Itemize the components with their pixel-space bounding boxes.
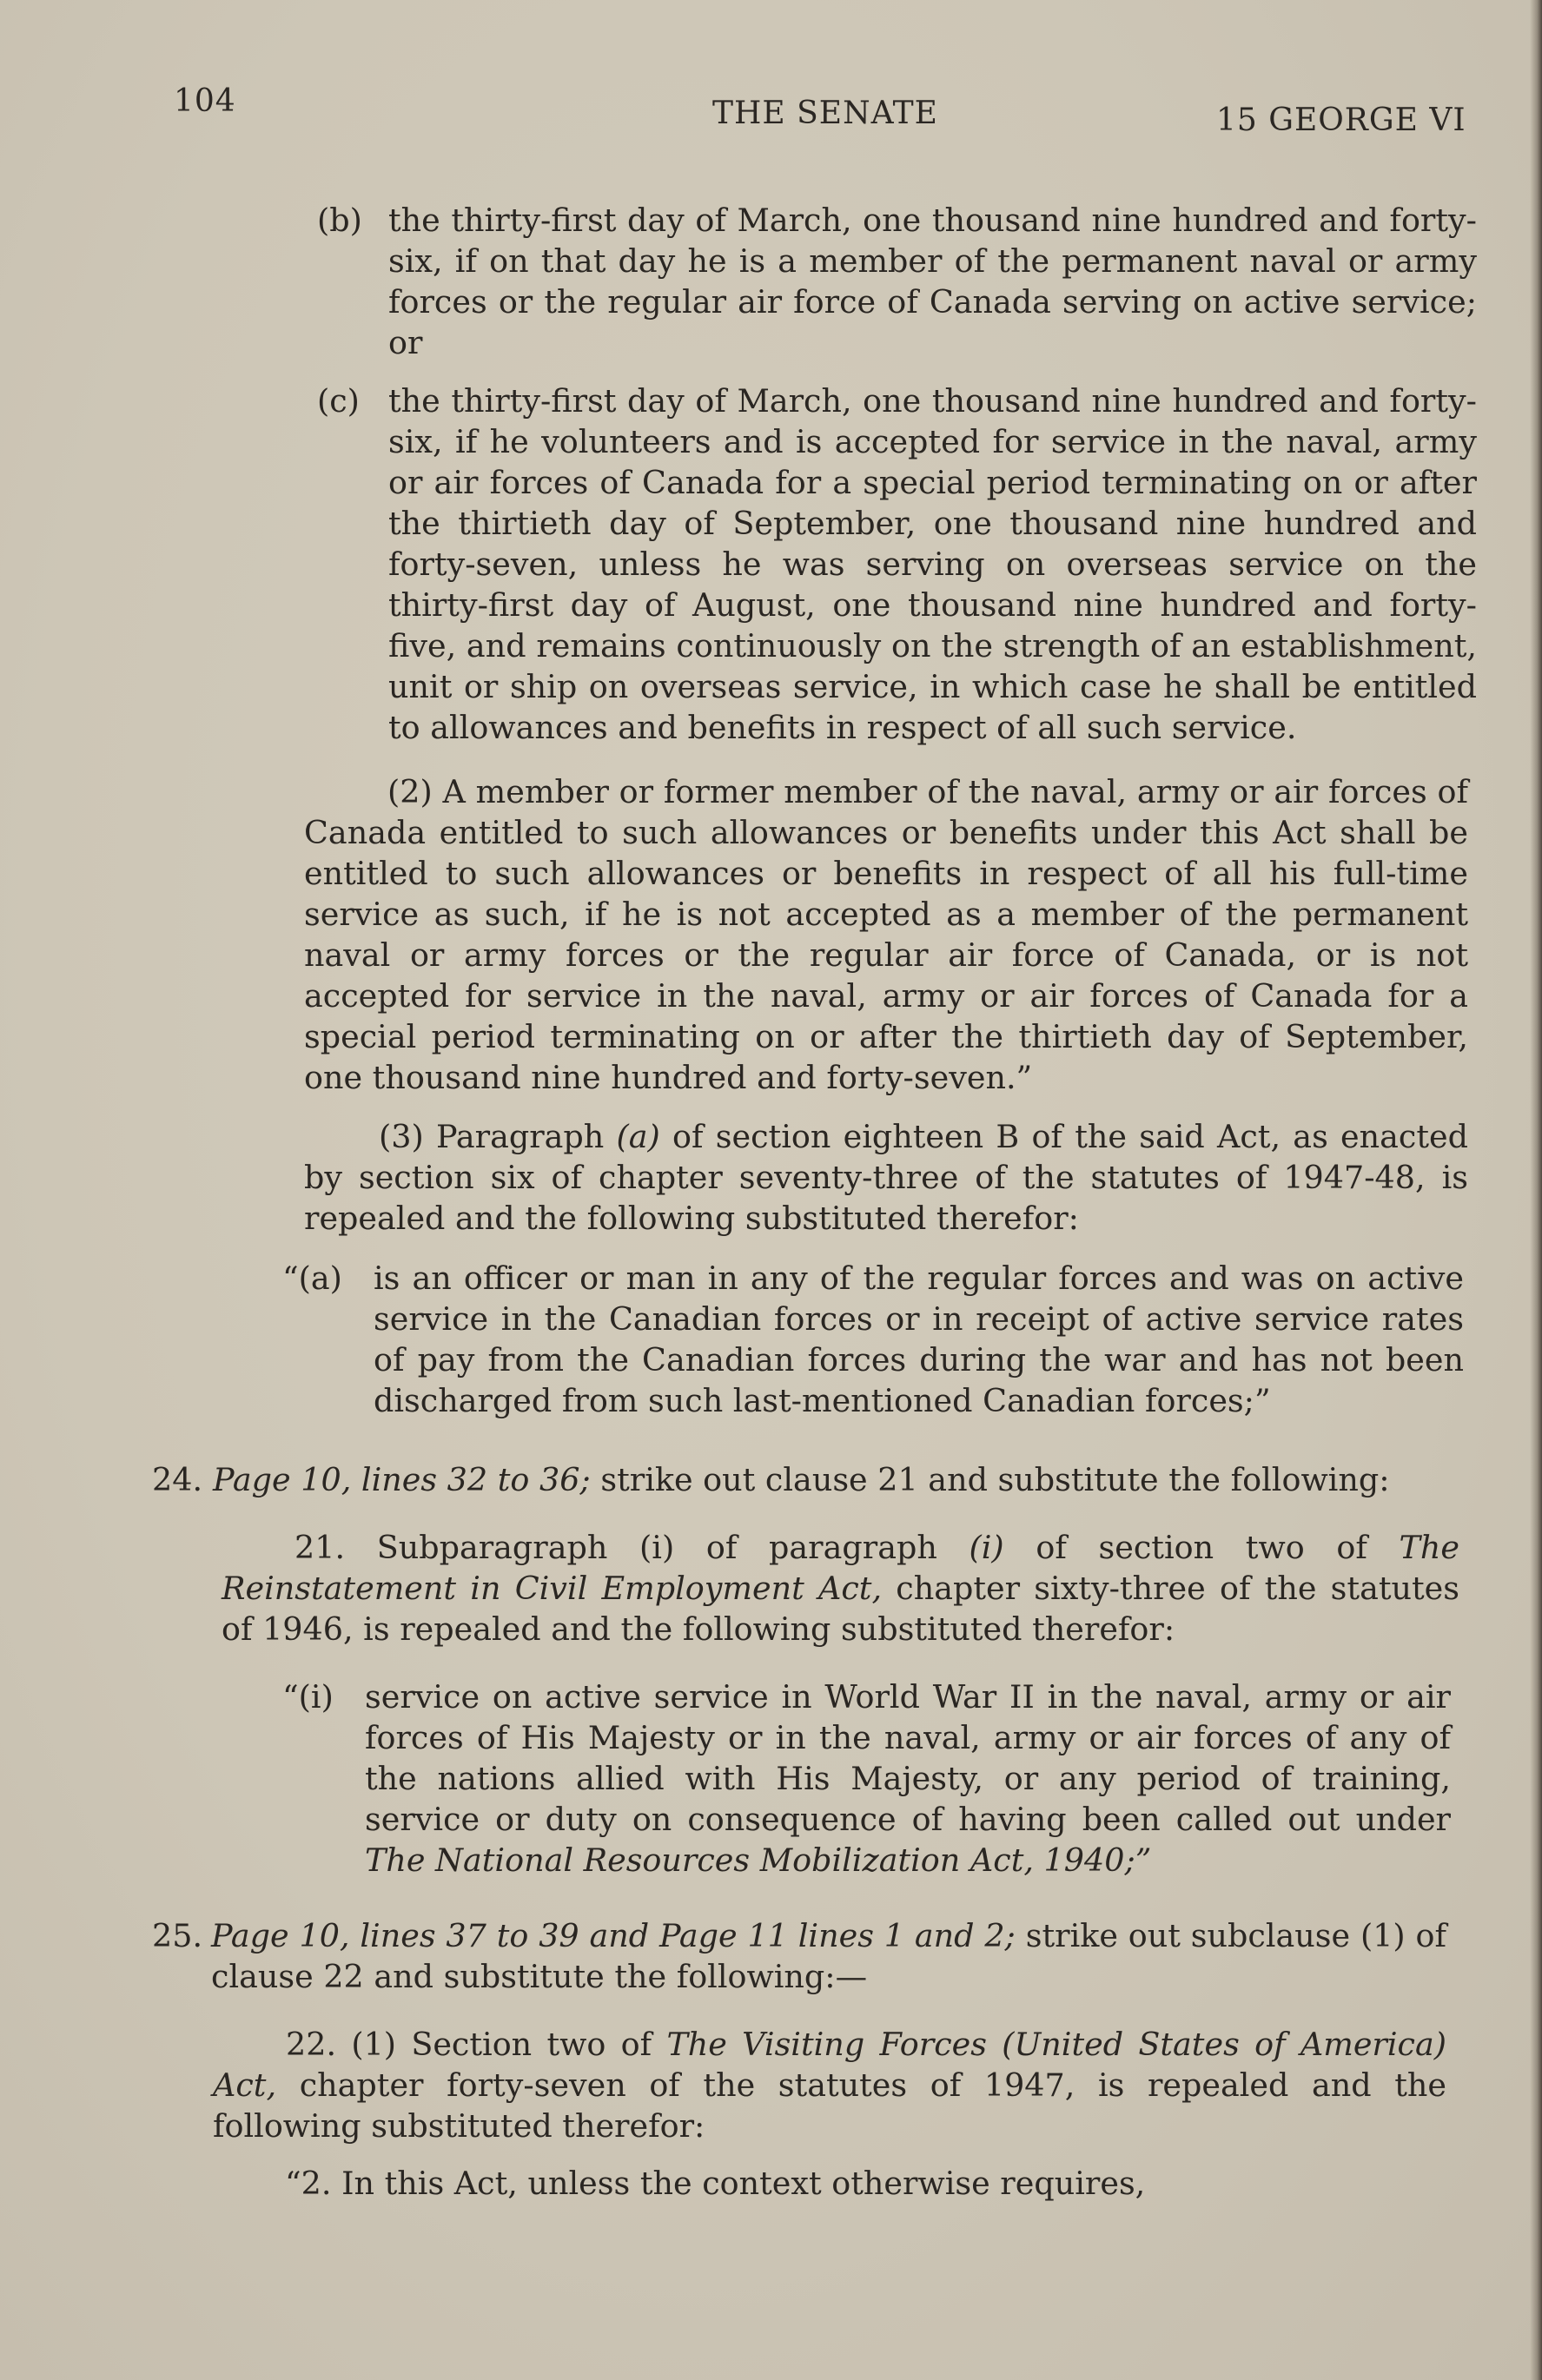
clause-i-text: service on active service in World War II in the naval, army or air forces of His Majesty or in the naval, army or air forces of any of the nations allied with His Majesty, or any period of training, service or duty on consequence of having been called out under <box>365 1678 1451 1838</box>
amendment-ref: Page 10, lines 37 to 39 and Page 11 lines 1 and 2; <box>211 1917 1016 1954</box>
clause-label: (c) <box>317 382 360 420</box>
clause-text: is an officer or man in any of the regular forces and was on active service in the Canadian forces or in receipt of active service rates of pay from the Canadian forces during the war and has not been discharged from such last-mentioned Canadian forces;” <box>374 1259 1464 1419</box>
clause-label: (b) <box>317 202 362 239</box>
amendment-text: strike out clause 21 and substitute the following: <box>600 1461 1390 1498</box>
section-21-ref: (i) <box>969 1529 1004 1566</box>
page-number: 104 <box>174 83 236 119</box>
section-22-text: chapter forty-seven of the statutes of 1947, is repealed and the following substituted therefor: <box>213 2066 1447 2145</box>
amendment-instruction <box>213 1459 1468 1500</box>
clause-text: the thirty-first day of March, one thousand nine hundred and forty-six, if on that day he is a member of the permanent naval or army forces or the regular air force of Canada serving on active service; or <box>388 202 1477 361</box>
definition-lead: “2. In this Act, unless the context otherwise requires, <box>285 2165 1146 2202</box>
section-21-text: chapter sixty-three of the statutes of 1946, is repealed and the following substituted therefor: <box>222 1570 1460 1648</box>
running-head <box>0 83 1542 136</box>
amendment-instruction <box>211 1915 1446 1997</box>
clause-label: “(a) <box>282 1259 342 1297</box>
amendment-number: 25. <box>152 1917 203 1954</box>
journal-title: THE SENATE <box>712 96 938 131</box>
section-21-lead: 21. Subparagraph (i) of paragraph <box>295 1529 937 1566</box>
paragraph-2: (2) A member or former member of the naval, army or air forces of Canada entitled to such allowances or benefits under this Act shall be entitled to such allowances or benefits in respect of all his full-time service as such, if he is not accepted as a member of the permanent naval or army forces or the regular air force of Canada, or is not accepted for service in the naval, army or air forces of Canada for a special period terminating on or after the thirtieth day of September, one thousand nine hundred and forty-seven.” <box>304 773 1468 1096</box>
act-title: The Visiting Forces (United States of America) Act, <box>213 2026 1446 2104</box>
paragraph-3-ref: (a) <box>616 1118 660 1155</box>
page-spine-shadow <box>1530 0 1542 2380</box>
amendment-text: strike out subclause (1) of clause 22 and substitute the following:— <box>211 1917 1446 1995</box>
paragraph-3-text: of section eighteen B of the said Act, as enacted by section six of chapter seventy-three of the statutes of 1947-48, is repealed and the following substituted therefor: <box>304 1118 1468 1237</box>
amendment-ref: Page 10, lines 32 to 36; <box>213 1461 591 1498</box>
clause-text <box>365 1676 1451 1881</box>
clause-text: the thirty-first day of March, one thousand nine hundred and forty-six, if he volunteers and is accepted for service in the naval, army or air forces of Canada for a special period terminating on or after the thirtieth day of September, one thousand nine hundred and forty-seven, unless he was serving on overseas service on the thirty-first day of August, one thousand nine hundred and forty-five, and remains continuously on the strength of an establishment, unit or ship on overseas service, in which case he shall be entitled to allowances and benefits in respect of all such service. <box>388 382 1477 746</box>
paragraph-3-lead: (3) Paragraph <box>379 1118 605 1155</box>
section-22-lead: 22. (1) Section two of <box>286 2026 652 2063</box>
clause-label: “(i) <box>282 1678 334 1716</box>
regnal-year: 15 GEORGE VI <box>1216 102 1466 138</box>
act-title: The Reinstatement in Civil Employment Act, <box>222 1529 1459 1607</box>
act-title: The National Resources Mobilization Act, 1940;” <box>365 1841 1152 1879</box>
section-21-mid: of section two of <box>1036 1529 1367 1566</box>
section-22 <box>213 2024 1446 2146</box>
section-21 <box>222 1527 1459 1649</box>
amendment-number: 24. <box>152 1461 203 1498</box>
paragraph-3 <box>304 1116 1468 1239</box>
